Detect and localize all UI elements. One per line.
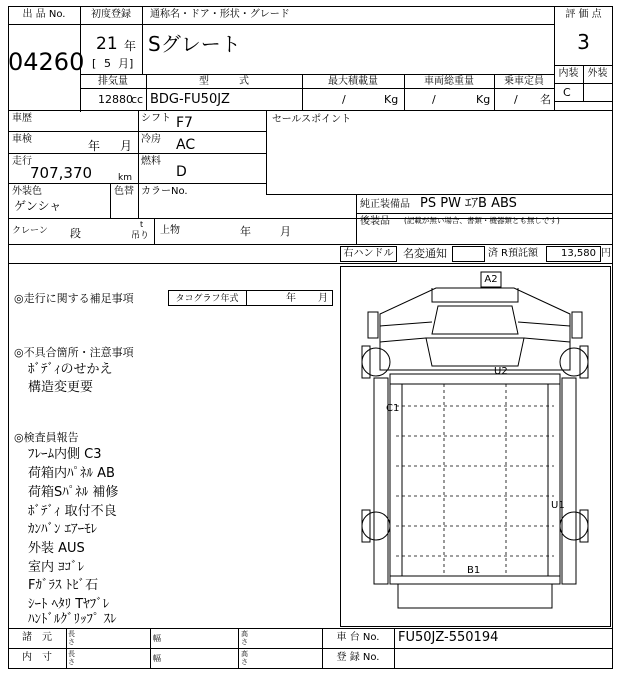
cab-outline bbox=[380, 288, 570, 370]
recycle-amount: 13,580 bbox=[561, 248, 596, 259]
capacity-label: 乗車定員 bbox=[504, 76, 544, 87]
retrofit-label: 後装品 bbox=[360, 216, 390, 227]
inspector-item: ｼｰﾄ ﾍﾀﾘ Tﾔﾌﾞﾚ bbox=[28, 597, 110, 612]
length-label: 長さ bbox=[68, 650, 75, 666]
windshield bbox=[432, 306, 518, 334]
equipment-value: PS PW ｴｱB ABS bbox=[420, 196, 517, 211]
displacement-unit: cc bbox=[131, 93, 144, 106]
gross-weight-label: 車両総重量 bbox=[424, 76, 474, 87]
color-change-label: 色替 bbox=[114, 186, 134, 197]
inspector-item: ﾌﾚｰﾑ内側 C3 bbox=[28, 447, 102, 462]
inspector-item: ｶﾝﾊﾞﾝ ｴｱｰﾓﾚ bbox=[28, 522, 98, 537]
damage-mark-u2: U2 bbox=[494, 366, 508, 377]
steering-position: 右ハンドル bbox=[343, 248, 394, 259]
bed-month-unit: 月 bbox=[280, 225, 291, 238]
height-label: 高さ bbox=[241, 630, 248, 646]
height-label: 高さ bbox=[241, 650, 248, 666]
model-name: Sグレート bbox=[148, 32, 241, 56]
model-code-label: 型 式 bbox=[199, 76, 249, 87]
hood bbox=[426, 338, 524, 366]
registration-number-label: 登 録 No. bbox=[336, 652, 380, 663]
damage-mark-u1: U1 bbox=[551, 500, 565, 511]
front-left-wheel bbox=[362, 348, 390, 376]
inspector-report-title: ◎検査員報告 bbox=[14, 431, 79, 444]
defects-title: ◎不具合箇所・注意事項 bbox=[14, 346, 134, 359]
width-label: 幅 bbox=[153, 634, 161, 643]
registration-month-open: [ bbox=[92, 57, 97, 70]
chassis-number-label: 車 台 No. bbox=[336, 632, 380, 643]
sales-point-label: セールスポイント bbox=[272, 114, 352, 125]
mileage-label: 走行 bbox=[12, 156, 32, 167]
gross-weight-value: / bbox=[432, 93, 436, 106]
recycle-prefix: 済 bbox=[488, 248, 498, 259]
history-label: 車歴 bbox=[12, 113, 32, 124]
cargo-body bbox=[390, 374, 560, 584]
max-load-value: / bbox=[342, 93, 346, 106]
capacity-value: / bbox=[514, 93, 518, 106]
driving-notes-title: ◎走行に関する補足事項 bbox=[14, 292, 134, 305]
inspection-month-unit: 月 bbox=[120, 139, 133, 153]
gross-weight-unit: Kg bbox=[476, 93, 491, 106]
roof-panel bbox=[432, 288, 518, 302]
inspector-item: Fｶﾞﾗｽ ﾄﾋﾞ石 bbox=[28, 578, 99, 593]
inspector-item: ﾊﾝﾄﾞﾙｸﾞﾘｯﾌﾟ ｽﾚ bbox=[28, 612, 117, 627]
interior-grade: C bbox=[563, 86, 571, 99]
crane-lift-label: 吊り bbox=[131, 231, 150, 241]
cargo-floor bbox=[402, 384, 548, 576]
color-label: 外装色 bbox=[12, 186, 42, 197]
shift-label: シフト bbox=[141, 113, 171, 124]
damage-mark-c1: C1 bbox=[386, 403, 400, 414]
bed-year-unit: 年 bbox=[240, 225, 251, 238]
rear-left-wheel bbox=[362, 512, 390, 540]
first-registration-label: 初度登録 bbox=[91, 9, 131, 20]
inspector-item: 荷箱内ﾊﾟﾈﾙ AB bbox=[28, 466, 115, 481]
interior-dimensions-label: 内 寸 bbox=[22, 652, 52, 663]
inspection-year-unit: 年 bbox=[88, 139, 101, 153]
exterior-grade-label: 外装 bbox=[587, 68, 608, 79]
defect-item: 構造変更要 bbox=[28, 380, 94, 395]
tail-gate bbox=[398, 584, 552, 608]
fuel-value: D bbox=[176, 164, 187, 180]
ac-label: 冷房 bbox=[141, 134, 161, 145]
inspection-label: 車検 bbox=[12, 134, 32, 145]
lot-number: 04260 bbox=[8, 48, 85, 76]
damage-mark-a2: A2 bbox=[484, 274, 498, 285]
inspector-item: 荷箱Sﾊﾟﾈﾙ 補修 bbox=[28, 485, 119, 500]
recycle-unit: 円 bbox=[601, 248, 611, 259]
shift-value: F7 bbox=[176, 115, 193, 131]
damage-mark-b1: B1 bbox=[467, 565, 481, 576]
tachograph-label: タコグラフ年式 bbox=[175, 294, 239, 304]
chassis-number: FU50JZ-550194 bbox=[398, 630, 499, 645]
color-code-label: カラーNo. bbox=[141, 186, 188, 197]
registration-month: 5 bbox=[104, 57, 111, 70]
width-label: 幅 bbox=[153, 654, 161, 663]
tachograph-month-unit: 月 bbox=[318, 293, 328, 304]
tachograph-year-unit: 年 bbox=[286, 293, 296, 304]
interior-grade-label: 内装 bbox=[558, 68, 579, 79]
max-load-unit: Kg bbox=[384, 93, 399, 106]
max-load-label: 最大積載量 bbox=[328, 76, 378, 87]
dimensions-label: 諸 元 bbox=[22, 632, 52, 643]
fuel-label: 燃料 bbox=[141, 156, 161, 167]
mileage-value: 707,370 bbox=[30, 164, 93, 182]
displacement-value: 12880 bbox=[98, 93, 133, 106]
crane-label: クレーン bbox=[12, 226, 48, 236]
score-value: 3 bbox=[577, 30, 590, 54]
front-right-wheel bbox=[560, 348, 588, 376]
length-label: 長さ bbox=[68, 630, 75, 646]
recycle-label: R預託額 bbox=[501, 248, 538, 259]
model-name-label: 通称名・ドア・形状・グレード bbox=[150, 9, 290, 20]
crane-tonnage-unit: t bbox=[140, 220, 144, 229]
displacement-label: 排気量 bbox=[98, 76, 128, 87]
crane-stage-unit: 段 bbox=[70, 227, 81, 240]
registration-year-unit: 年 bbox=[124, 39, 137, 53]
inspector-item: ﾎﾞﾃﾞｨ 取付不良 bbox=[28, 504, 117, 519]
model-code: BDG-FU50JZ bbox=[150, 92, 230, 107]
equipment-label: 純正装備品 bbox=[360, 199, 410, 210]
registration-month-unit: 月] bbox=[118, 57, 134, 70]
inspector-item: 外装 AUS bbox=[28, 541, 85, 556]
inspector-item: 室内 ﾖｺﾞﾚ bbox=[28, 560, 85, 575]
defect-item: ﾎﾞﾃﾞｨのせかえ bbox=[28, 362, 113, 377]
registration-year: 21 bbox=[96, 34, 118, 54]
color-value: ゲンシャ bbox=[14, 199, 62, 213]
lot-number-label: 出 品 No. bbox=[22, 9, 66, 20]
rear-right-wheel bbox=[560, 512, 588, 540]
retrofit-note: (記載が無い場合、書類・機器類とも無しです) bbox=[404, 216, 560, 225]
name-change-label: 名変通知 bbox=[403, 247, 447, 260]
capacity-unit: 名 bbox=[540, 93, 551, 106]
mileage-unit: km bbox=[118, 173, 132, 183]
ac-value: AC bbox=[176, 137, 196, 153]
score-label: 評 価 点 bbox=[565, 9, 602, 20]
bed-label: 上物 bbox=[160, 225, 180, 236]
